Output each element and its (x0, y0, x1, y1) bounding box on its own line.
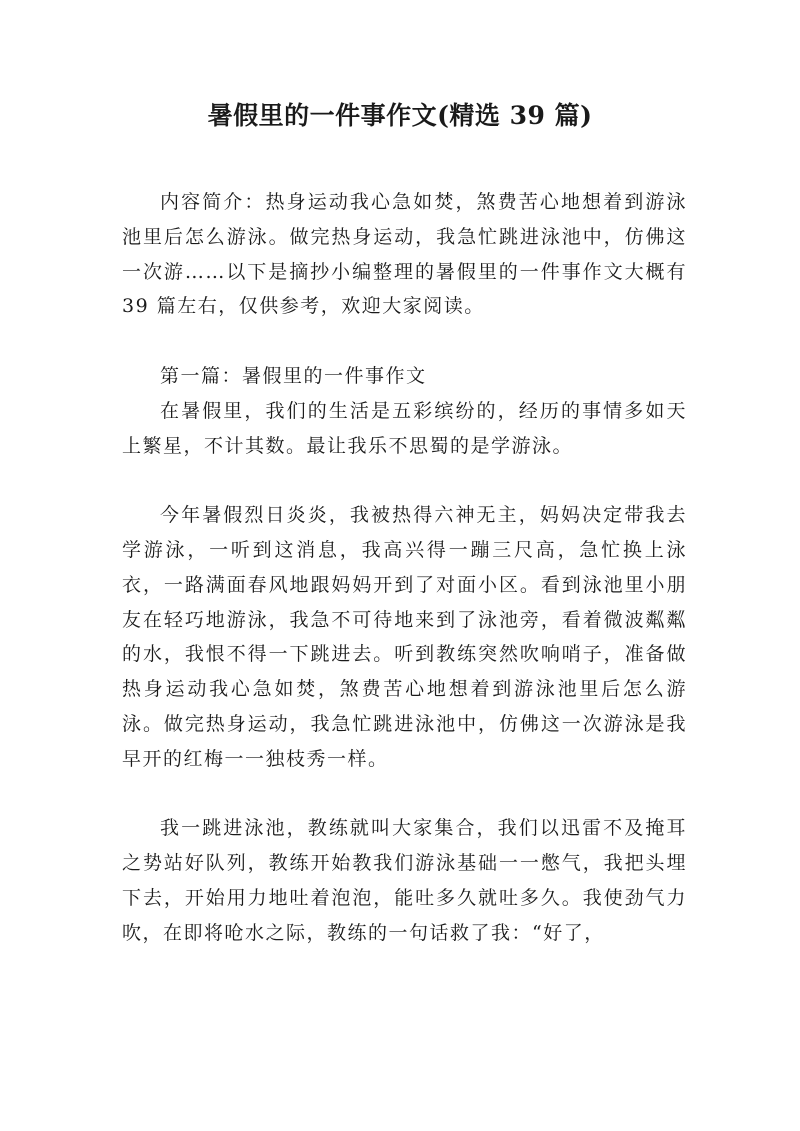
section-heading: 第一篇：暑假里的一件事作文 (160, 364, 427, 387)
paragraph-spacer (122, 463, 687, 498)
intro-paragraph: 内容简介：热身运动我心急如焚，煞费苦心地想着到游泳池里后怎么游泳。做完热身运动，我急忙跳进泳池中，仿佛这一次游……以下是摘抄小编整理的暑假里的一件事作文大概有 39 篇左右，仅供参考，欢迎大家阅读。 (122, 191, 687, 318)
body-paragraph-2: 今年暑假烈日炎炎，我被热得六神无主，妈妈决定带我去学游泳，一听到这消息，我高兴得一蹦三尺高，急忙换上泳衣，一路满面春风地跟妈妈开到了对面小区。看到泳池里小朋友在轻巧地游泳，我急不可待地来到了泳池旁，看着微波粼粼的水，我恨不得一下跳进去。听到教练突然吹响哨子，准备做热身运动我心急如焚，煞费苦心地想着到游泳池里后怎么游泳。做完热身运动，我急忙跳进泳池中，仿佛这一次游泳是我早开的红梅一一独枝秀一样。 (122, 504, 687, 770)
document-title: 暑假里的一件事作文(精选 39 篇) (207, 101, 593, 130)
body-paragraph-3: 我一跳进泳池，教练就叫大家集合，我们以迅雷不及掩耳之势站好队列，教练开始教我们游泳基础一一憋气，我把头埋下去，开始用力地吐着泡泡，能吐多久就吐多久。我使劲气力吹，在即将呛水之际，教练的一句话救了我：“好了， (122, 817, 687, 944)
paragraph-spacer (122, 324, 687, 359)
paragraph-spacer (122, 777, 687, 812)
document-body (122, 185, 687, 951)
body-paragraph-1: 在暑假里，我们的生活是五彩缤纷的，经历的事情多如天上繁星，不计其数。最让我乐不思蜀的是学游泳。 (122, 399, 687, 457)
